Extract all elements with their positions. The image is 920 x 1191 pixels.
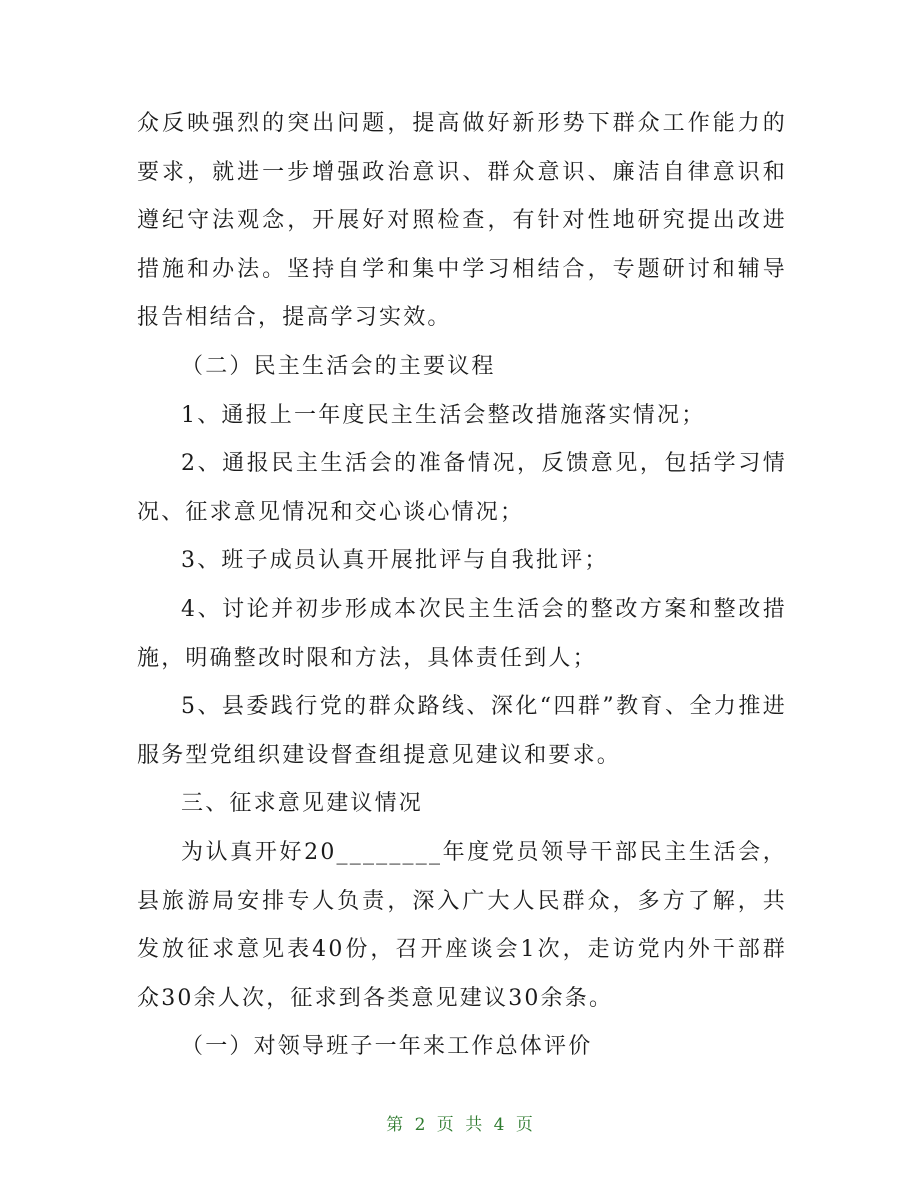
document-body xyxy=(137,100,787,1072)
agenda-item: 4、讨论并初步形成本次民主生活会的整改方案和整改措施，明确整改时限和方法，具体责任到人； xyxy=(137,596,787,671)
page-number-footer: 第 2 页 共 4 页 xyxy=(386,1115,534,1135)
section-heading: （一）对领导班子一年来工作总体评价 xyxy=(181,1034,593,1060)
paragraph: 众反映强烈的突出问题，提高做好新形势下群众工作能力的要求，就进一步增强政治意识、群众意识、廉洁自律意识和遵纪守法观念，开展好对照检查，有针对性地研究提出改进措施和办法。坚持自学和集中学习相结合，专题研讨和辅导报告相结合，提高学习实效。 xyxy=(137,111,787,331)
agenda-item: 1、通报上一年度民主生活会整改措施落实情况； xyxy=(181,402,706,428)
agenda-item: 2、通报民主生活会的准备情况，反馈意见，包括学习情况、征求意见情况和交心谈心情况； xyxy=(137,451,787,525)
paragraph: 为认真开好20________年度党员领导干部民主生活会，县旅游局安排专人负责，深入广大人民群众，多方了解，共发放征求意见表40份，召开座谈会1次，走访党内外干部群众30余人次，征求到各类意见建议30余条。 xyxy=(137,839,787,1011)
section-heading: 三、征求意见建议情况 xyxy=(181,791,424,817)
section-heading: （二）民主生活会的主要议程 xyxy=(181,353,496,379)
agenda-item: 5、县委践行党的群众路线、深化“四群”教育、全力推进服务型党组织建设督查组提意见建议和要求。 xyxy=(137,694,787,768)
agenda-item: 3、班子成员认真开展批评与自我批评； xyxy=(181,548,609,574)
